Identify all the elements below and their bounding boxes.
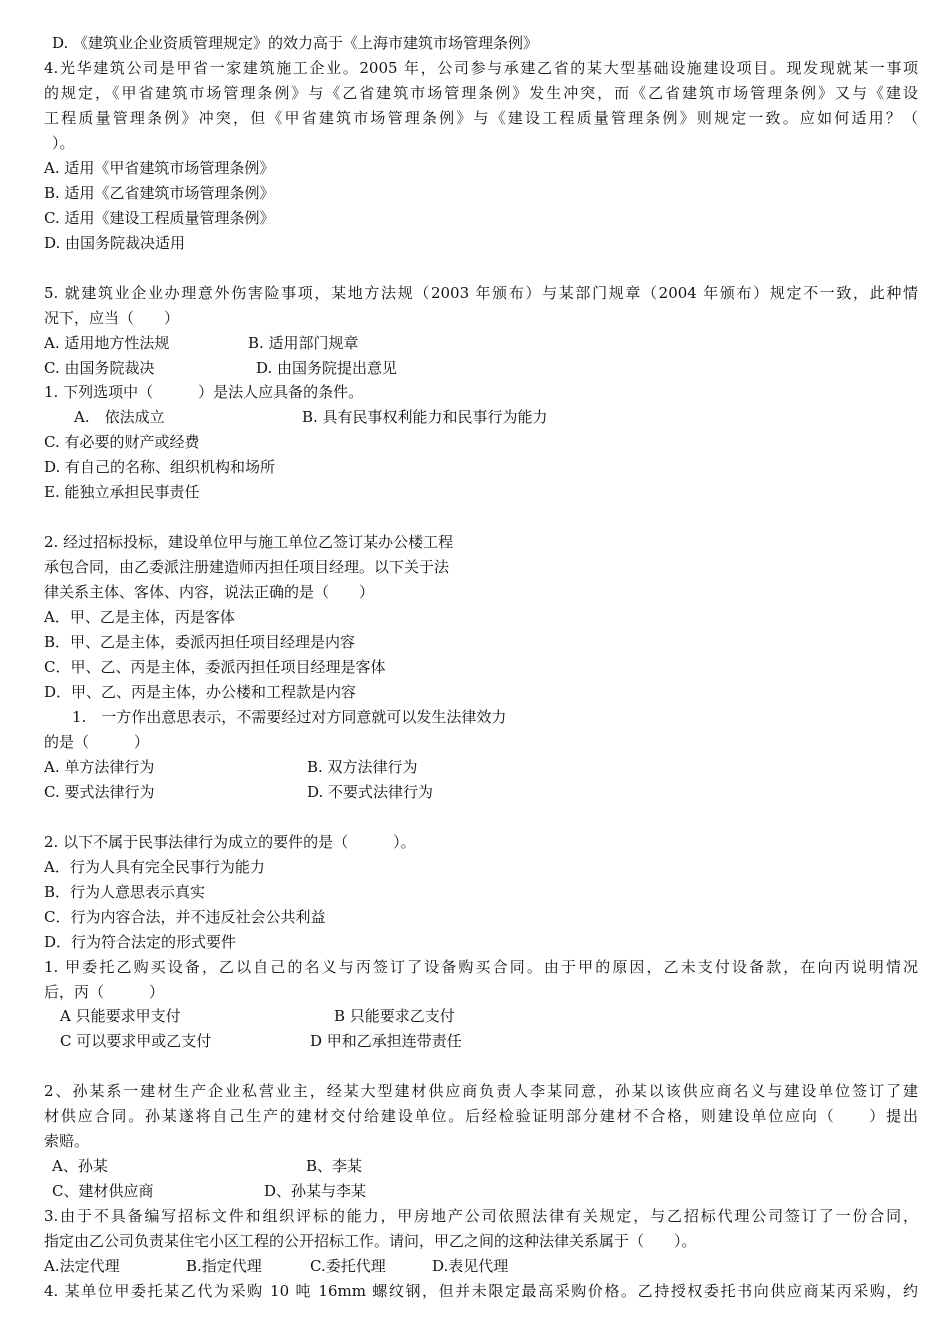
agency-type-stem-line-2: 指定由乙公司负责某住宅小区工程的公开招标工作。请问，甲乙之间的这种法律关系属于（ ）。 [44, 1232, 697, 1250]
legal-person-option-a: A. 依法成立 [74, 408, 165, 426]
q4-stem-line-1: 4.光华建筑公司是甲省一家建筑施工企业。2005 年，公司参与承建乙省的某大型基础设施建设项目。现发现就某一事项 [44, 59, 918, 77]
q5-option-d: D. 由国务院提出意见 [256, 359, 398, 377]
legal-relation-option-b: B．甲、乙是主体，委派丙担任项目经理是内容 [44, 633, 356, 651]
unilateral-act-option-d: D. 不要式法律行为 [307, 783, 434, 801]
agency-option-c: C 可以要求甲或乙支付 [60, 1032, 212, 1050]
q4-option-a: A. 适用《甲省建筑市场管理条例》 [44, 159, 275, 177]
agency-option-d: D 甲和乙承担连带责任 [310, 1032, 462, 1050]
legal-person-option-b: B. 具有民事权利能力和民事行为能力 [302, 408, 548, 426]
legal-relation-stem-line-1: 2. 经过招标投标，建设单位甲与施工单位乙签订某办公楼工程 [44, 533, 454, 551]
unilateral-act-option-b: B. 双方法律行为 [307, 758, 418, 776]
agency-option-a: A 只能要求甲支付 [60, 1007, 181, 1025]
apparent-agency-option-a: A、孙某 [52, 1157, 108, 1175]
apparent-agency-stem-line-2: 材供应合同。孙某遂将自己生产的建材交付给建设单位。后经检验证明部分建材不合格，则建设单位应向（ ）提出 [44, 1107, 918, 1125]
q4-stem-line-3: 工程质量管理条例》冲突，但《甲省建筑市场管理条例》与《建设工程质量管理条例》则规定一致。应如何适用？（ [44, 109, 918, 127]
legal-relation-option-a: A．甲、乙是主体，丙是客体 [44, 608, 235, 626]
q4-stem-line-2: 的规定，《甲省建筑市场管理条例》与《乙省建筑市场管理条例》发生冲突，而《乙省建筑市场管理条例》又与《建设 [44, 84, 918, 102]
q4-option-d: D. 由国务院裁决适用 [44, 234, 186, 252]
agency-type-option-b: B.指定代理 [186, 1257, 262, 1275]
q3-option-d: D. 《建筑业企业资质管理规定》的效力高于《上海市建筑市场管理条例》 [52, 34, 539, 52]
q4-option-c: C. 适用《建设工程质量管理条例》 [44, 209, 275, 227]
unilateral-act-stem-line-2: 的是（ ） [44, 733, 150, 751]
apparent-agency-stem-line-3: 索赔。 [44, 1132, 90, 1150]
q5-stem-line-1: 5. 就建筑业企业办理意外伤害险事项，某地方法规（2003 年颁布）与某部门规章（2004 年颁布）规定不一致，此种情 [44, 284, 918, 302]
civil-act-option-a: A．行为人具有完全民事行为能力 [44, 858, 265, 876]
unilateral-act-stem-line-1: 1. 一方作出意思表示，不需要经过对方同意就可以发生法律效力 [72, 708, 507, 726]
agency-stem-line-1: 1. 甲委托乙购买设备，乙以自己的名义与丙签订了设备购买合同。由于甲的原因，乙未支付设备款，在向丙说明情况 [44, 958, 918, 976]
apparent-agency-option-c: C、建材供应商 [52, 1182, 154, 1200]
legal-person-option-c: C. 有必要的财产或经费 [44, 433, 200, 451]
unilateral-act-option-a: A. 单方法律行为 [44, 758, 155, 776]
agency-type-stem-line-1: 3.由于不具备编写招标文件和组织评标的能力，甲房地产公司依照法律有关规定，与乙招标代理公司签订了一份合同， [44, 1207, 918, 1225]
agency-type-option-a: A.法定代理 [44, 1257, 120, 1275]
civil-act-option-b: B．行为人意思表示真实 [44, 883, 206, 901]
civil-act-option-c: C．行为内容合法，并不违反社会公共利益 [44, 908, 326, 926]
apparent-agency-stem-line-1: 2、孙某系一建材生产企业私营业主，经某大型建材供应商负责人李某同意，孙某以该供应商名义与建设单位签订了建 [44, 1082, 918, 1100]
agency-type-option-d: D.表见代理 [432, 1257, 509, 1275]
legal-person-option-e: E. 能独立承担民事责任 [44, 483, 200, 501]
agency-type-option-c: C.委托代理 [310, 1257, 386, 1275]
q5-stem-line-2: 况下，应当（ ） [44, 309, 180, 327]
legal-relation-option-d: D．甲、乙、丙是主体，办公楼和工程款是内容 [44, 683, 357, 701]
q5-option-b: B. 适用部门规章 [248, 334, 359, 352]
legal-relation-stem-line-2: 承包合同，由乙委派注册建造师丙担任项目经理。以下关于法 [44, 558, 450, 576]
legal-person-option-d: D. 有自己的名称、组织机构和场所 [44, 458, 276, 476]
q5-option-c: C. 由国务院裁决 [44, 359, 155, 377]
legal-relation-stem-line-3: 律关系主体、客体、内容，说法正确的是（ ） [44, 583, 375, 601]
q4-stem-line-4: ）。 [52, 134, 75, 152]
legal-person-question: 1. 下列选项中（ ）是法人应具备的条件。 [44, 383, 364, 401]
unilateral-act-option-c: C. 要式法律行为 [44, 783, 155, 801]
apparent-agency-option-d: D、孙某与李某 [264, 1182, 367, 1200]
civil-act-question: 2. 以下不属于民事法律行为成立的要件的是（ ）。 [44, 833, 416, 851]
agency-option-b: B 只能要求乙支付 [334, 1007, 455, 1025]
civil-act-option-d: D．行为符合法定的形式要件 [44, 933, 237, 951]
agency-stem-line-2: 后，丙（ ） [44, 983, 165, 1001]
apparent-agency-option-b: B、李某 [306, 1157, 363, 1175]
rebar-purchase-stem-line-1: 4. 某单位甲委托某乙代为采购 10 吨 16mm 螺纹钢，但并未限定最高采购价格。乙持授权委托书向供应商某丙采购，约 [44, 1282, 918, 1300]
q5-option-a: A. 适用地方性法规 [44, 334, 170, 352]
legal-relation-option-c: C．甲、乙、丙是主体，委派丙担任项目经理是客体 [44, 658, 386, 676]
q4-option-b: B. 适用《乙省建筑市场管理条例》 [44, 184, 275, 202]
